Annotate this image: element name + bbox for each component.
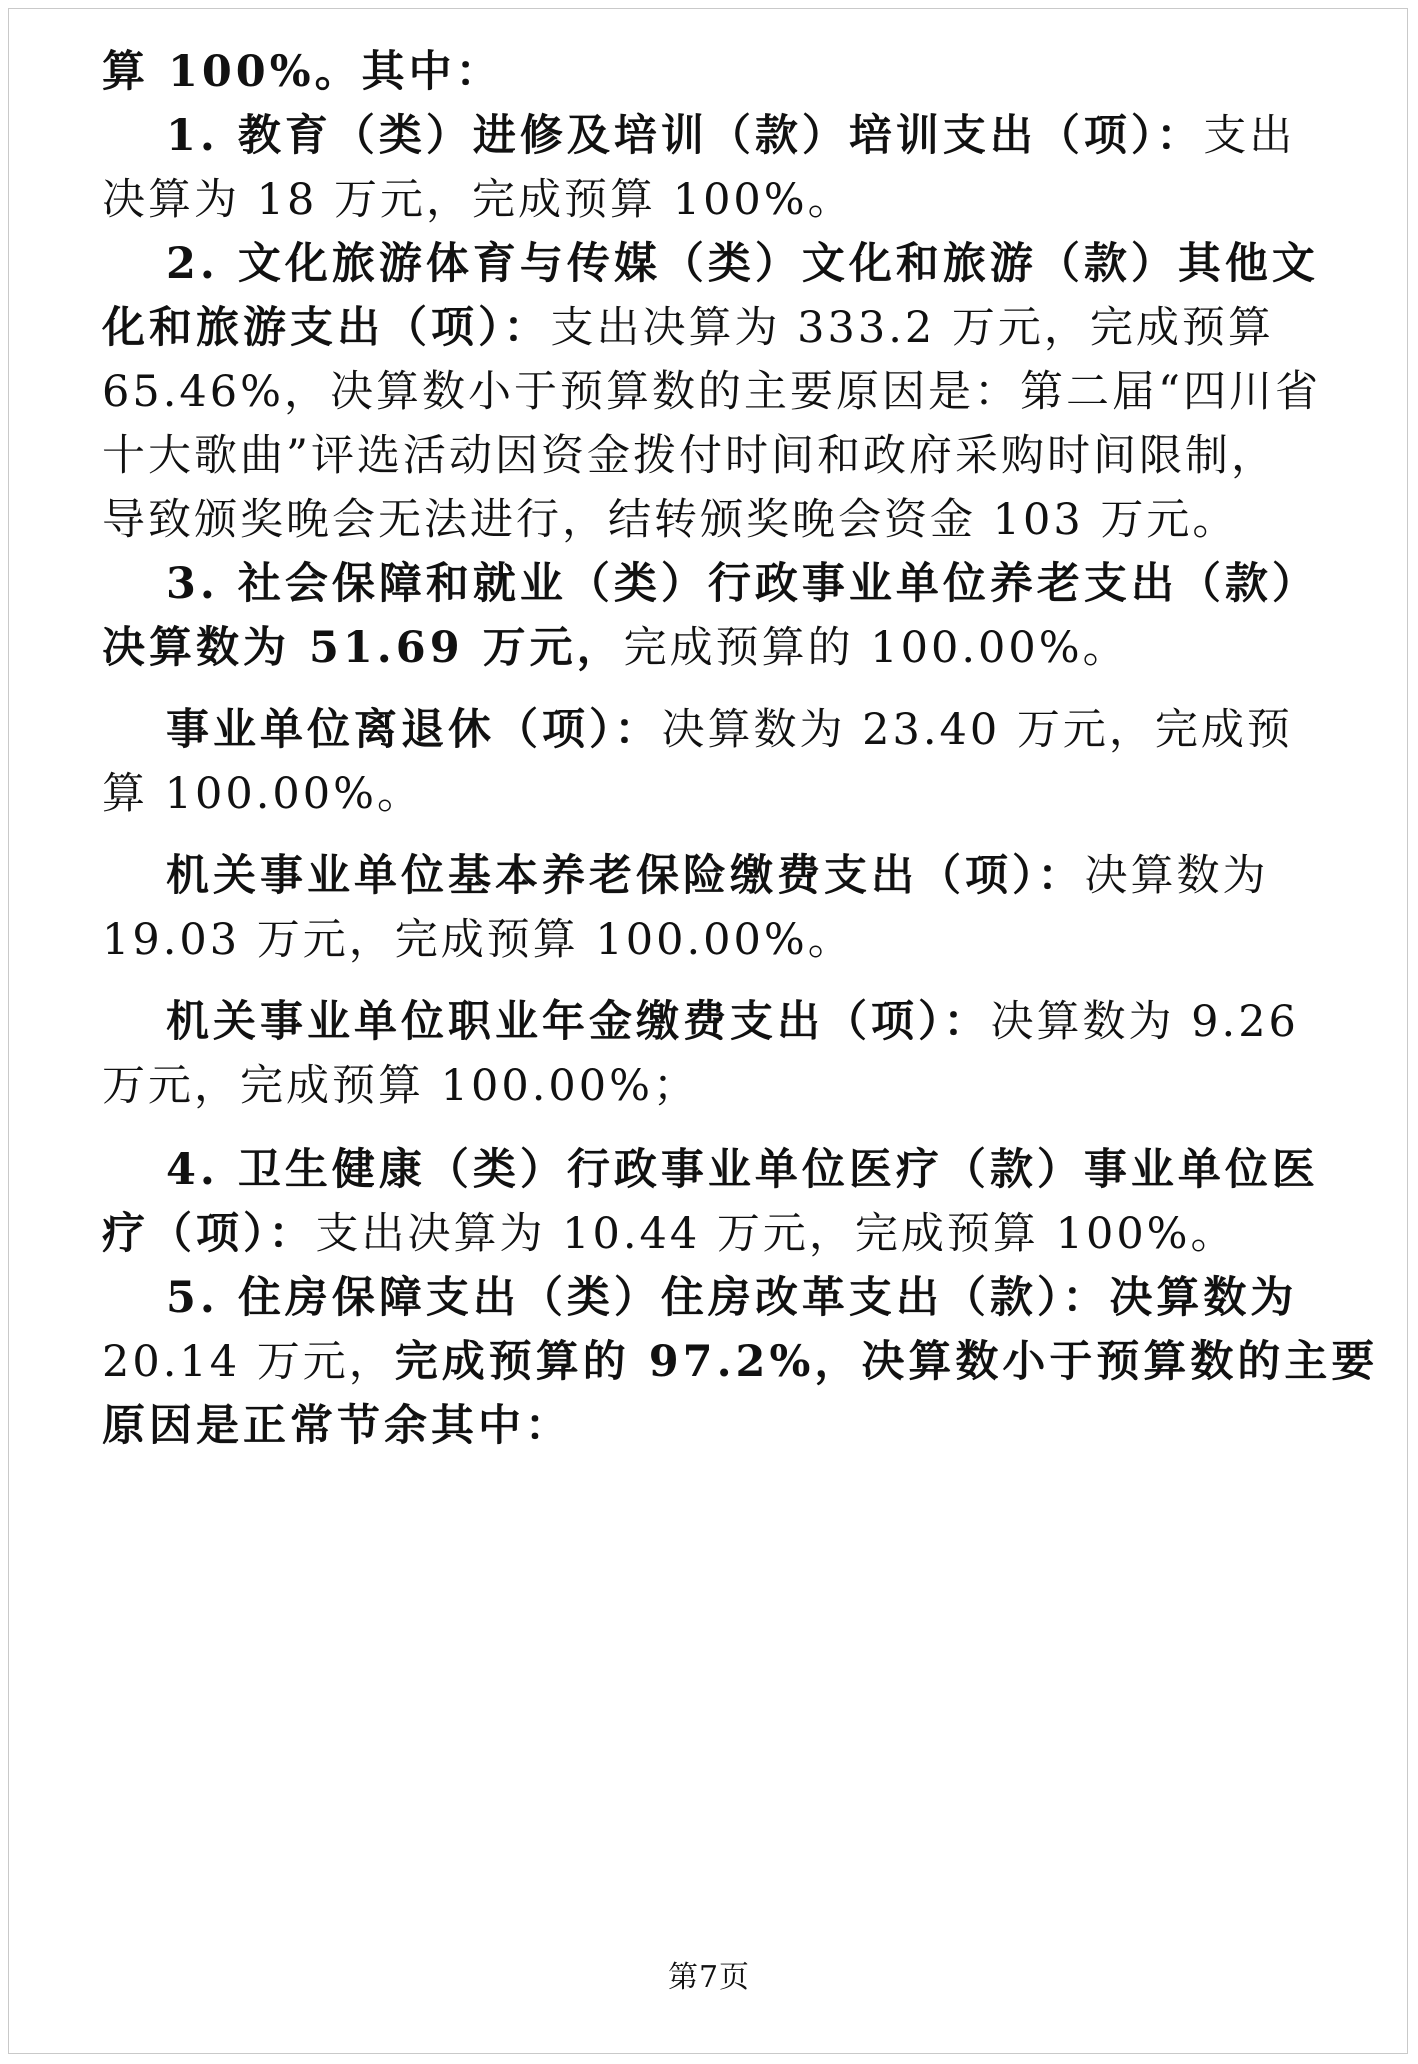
annuity-line2: 万元，完成预算 100.00%； <box>102 1061 699 1111</box>
pension-line2: 19.03 万元，完成预算 100.00%。 <box>102 915 854 965</box>
item3-line2 <box>102 618 1129 678</box>
pension-text-a: 决算数为 <box>1084 851 1269 901</box>
item3-text: 完成预算的 100.00%。 <box>623 623 1129 673</box>
intro-line: 算 100%。其中： <box>102 47 503 97</box>
item1-text-a: 支出 <box>1203 111 1296 161</box>
retire-line1 <box>166 700 1293 760</box>
annuity-line1 <box>166 992 1299 1052</box>
item3-heading: 决算数为 51.69 万元， <box>102 623 624 673</box>
item1-line1 <box>166 106 1295 166</box>
item5-text-a: 20.14 万元， <box>102 1337 395 1387</box>
pension-line1 <box>166 846 1269 906</box>
item4-line1: 4. 卫生健康（类）行政事业单位医疗（款）事业单位医 <box>166 1145 1319 1195</box>
item5-line2 <box>102 1332 1378 1392</box>
item5-line1: 5. 住房保障支出（类）住房改革支出（款）：决算数为 <box>166 1273 1298 1323</box>
item4-text: 支出决算为 10.44 万元，完成预算 100%。 <box>315 1209 1237 1259</box>
item2-heading: 化和旅游支出（项）： <box>102 303 551 353</box>
item2-line2 <box>102 298 1274 358</box>
item5-text-b: 完成预算的 97.2%，决算数小于预算数的主要 <box>394 1337 1379 1387</box>
item2-line5: 导致颁奖晚会无法进行，结转颁奖晚会资金 103 万元。 <box>102 495 1239 545</box>
item2-line3: 65.46%，决算数小于预算数的主要原因是：第二届“四川省 <box>102 367 1321 417</box>
retire-heading: 事业单位离退休（项）： <box>166 705 662 755</box>
retire-line2: 算 100.00%。 <box>102 769 423 819</box>
item2-text: 支出决算为 333.2 万元，完成预算 <box>550 303 1274 353</box>
item3-line1: 3. 社会保障和就业（类）行政事业单位养老支出（款） <box>166 559 1319 609</box>
item1-heading: 1. 教育（类）进修及培训（款）培训支出（项）： <box>166 111 1204 161</box>
item2-line4: 十大歌曲”评选活动因资金拨付时间和政府采购时间限制， <box>102 431 1277 481</box>
annuity-heading: 机关事业单位职业年金缴费支出（项）： <box>166 997 991 1047</box>
pension-heading: 机关事业单位基本养老保险缴费支出（项）： <box>166 851 1085 901</box>
annuity-text-a: 决算数为 9.26 <box>990 997 1299 1047</box>
retire-text-a: 决算数为 23.40 万元，完成预 <box>661 705 1293 755</box>
item4-line2 <box>102 1204 1237 1264</box>
item5-line3: 原因是正常节余其中： <box>102 1401 572 1451</box>
item2-line1: 2. 文化旅游体育与传媒（类）文化和旅游（款）其他文 <box>166 239 1319 289</box>
item1-line2: 决算为 18 万元，完成预算 100%。 <box>102 175 854 225</box>
page-number: 第7页 <box>667 1960 751 1995</box>
item4-heading: 疗（项）： <box>102 1209 316 1259</box>
